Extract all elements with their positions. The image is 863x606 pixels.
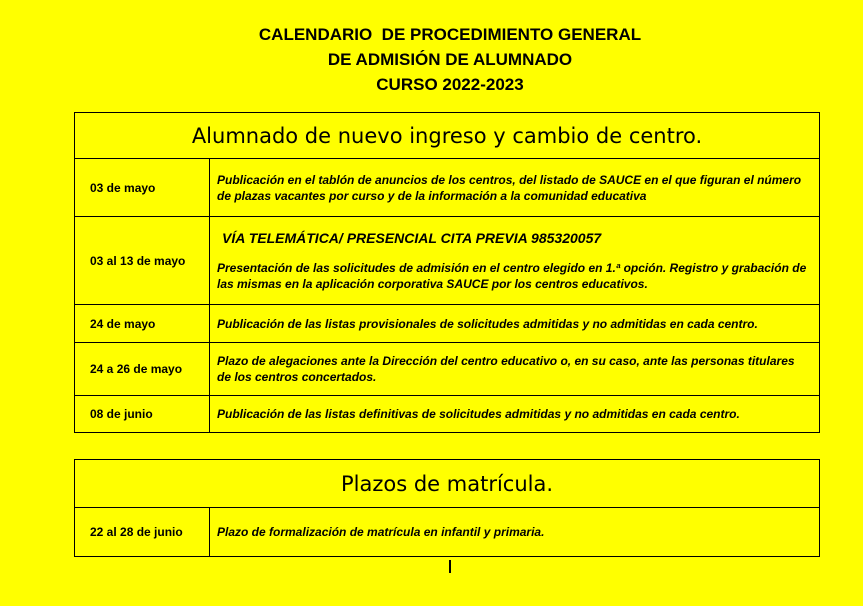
description-cell: Plazo de formalización de matrícula en infantil y primaria. — [210, 508, 820, 557]
table-row — [75, 217, 820, 305]
description-cell — [210, 217, 820, 305]
document-title — [0, 22, 863, 97]
date-cell: 08 de junio — [75, 396, 210, 433]
table-row — [75, 305, 820, 343]
description-text: Presentación de las solicitudes de admisión en el centro elegido en 1.ª opción. Registro y grabación de las mismas en la aplicación corporativa SAUCE por los centros educativos. — [217, 260, 807, 291]
section-header: Alumnado de nuevo ingreso y cambio de centro. — [75, 113, 820, 159]
table-header-row — [75, 113, 820, 159]
table-row — [75, 508, 820, 557]
description-cell: Publicación de las listas provisionales de solicitudes admitidas y no admitidas en cada centro. — [210, 305, 820, 343]
admission-calendar-table — [74, 112, 820, 433]
date-cell: 24 de mayo — [75, 305, 210, 343]
title-line-2: DE ADMISIÓN DE ALUMNADO — [327, 50, 573, 69]
table-row — [75, 343, 820, 396]
contact-note: VÍA TELEMÁTICA/ PRESENCIAL CITA PREVIA 985320057 — [222, 229, 602, 246]
table-row — [75, 159, 820, 217]
description-cell: Publicación en el tablón de anuncios de los centros, del listado de SAUCE en el que figuran el número de plazas vacantes por curso y de la información a la comunidad educativa — [210, 159, 820, 217]
title-line-3: CURSO 2022-2023 — [376, 75, 524, 94]
date-cell: 03 al 13 de mayo — [75, 217, 210, 305]
table-row — [75, 396, 820, 433]
description-cell: Publicación de las listas definitivas de solicitudes admitidas y no admitidas en cada centro. — [210, 396, 820, 433]
date-cell: 24 a 26 de mayo — [75, 343, 210, 396]
text-cursor — [449, 560, 451, 573]
description-cell: Plazo de alegaciones ante la Dirección del centro educativo o, en su caso, ante las personas titulares de los centros concertados. — [210, 343, 820, 396]
date-cell: 03 de mayo — [75, 159, 210, 217]
section-header: Plazos de matrícula. — [75, 460, 820, 508]
date-cell: 22 al 28 de junio — [75, 508, 210, 557]
title-line-1: CALENDARIO DE PROCEDIMIENTO GENERAL — [258, 25, 642, 44]
table-header-row — [75, 460, 820, 508]
enrollment-table — [74, 459, 820, 557]
